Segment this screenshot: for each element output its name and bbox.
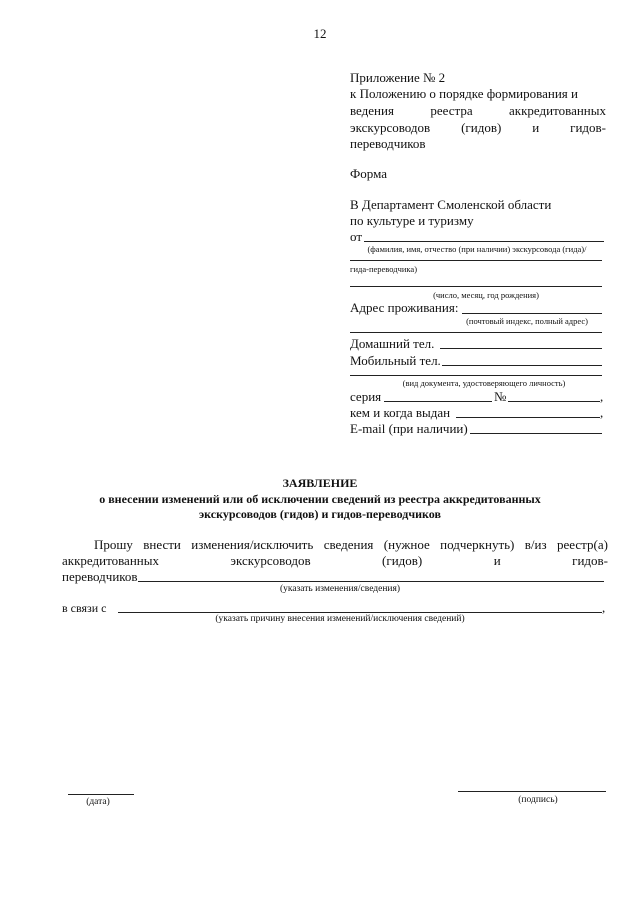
body-line-3: переводчиков (62, 569, 138, 584)
comma: , (600, 389, 604, 404)
appendix-line-3 (350, 120, 606, 136)
word: и (532, 120, 540, 135)
number-label: № (494, 389, 507, 404)
word: и (493, 553, 501, 568)
form-label: Форма (350, 166, 387, 181)
doc-caption: (вид документа, удостоверяющего личность) (402, 378, 566, 388)
changes-caption: (указать изменения/сведения) (279, 584, 401, 594)
number-line[interactable] (508, 401, 600, 402)
word: (гидов) (461, 120, 502, 135)
reason-label: в связи с (62, 601, 107, 615)
changes-field-line[interactable] (138, 581, 604, 582)
reason-field-line[interactable] (118, 612, 602, 613)
series-line[interactable] (384, 401, 492, 402)
address-field-line[interactable] (462, 313, 602, 314)
from-label: от (350, 229, 363, 244)
address-field-line-2[interactable] (350, 332, 602, 333)
appendix-line-1: к Положению о порядке формирования и (350, 86, 578, 101)
mobile-phone-line[interactable] (442, 365, 602, 366)
fio-caption-2: гида-переводчика) (350, 264, 418, 274)
birth-date-line[interactable] (350, 286, 602, 287)
statement-heading: ЗАЯВЛЕНИЕ (282, 476, 358, 490)
page-number: 12 (313, 26, 327, 41)
appendix-line-2 (350, 103, 606, 119)
fio-field-line-2[interactable] (350, 260, 602, 261)
address-caption: (почтовый индекс, полный адрес) (466, 316, 588, 326)
word: реестра (430, 103, 473, 118)
word: ведения (350, 103, 394, 118)
addressee-line-2: по культуре и туризму (350, 213, 474, 228)
word: Прошу (94, 537, 133, 552)
word: реестр(а) (557, 537, 608, 552)
appendix-title: Приложение № 2 (350, 70, 446, 85)
statement-subheading-2: экскурсоводов (гидов) и гидов-переводчиков (199, 507, 441, 521)
comma: , (602, 600, 606, 615)
home-phone-line[interactable] (440, 348, 602, 349)
body-line-1 (94, 537, 608, 553)
comma: , (600, 405, 604, 420)
home-phone-label: Домашний тел. (350, 336, 435, 351)
doc-type-line[interactable] (350, 375, 602, 376)
word: (нужное (383, 537, 430, 552)
date-caption: (дата) (86, 797, 110, 807)
addressee-line-1: В Департамент Смоленской области (350, 197, 552, 212)
signature-caption: (подпись) (518, 795, 558, 805)
word: аккредитованных (62, 553, 159, 568)
appendix-line-4: переводчиков (350, 136, 426, 151)
email-line[interactable] (470, 433, 602, 434)
fio-caption-1: (фамилия, имя, отчество (при наличии) экскурсовода (гида)/ (367, 244, 587, 254)
word: в/из (524, 537, 547, 552)
series-label: серия (350, 389, 382, 404)
mobile-phone-label: Мобильный тел. (350, 353, 441, 368)
word: подчеркнуть) (440, 537, 515, 552)
word: сведения (323, 537, 374, 552)
date-line[interactable] (68, 794, 134, 795)
reason-caption: (указать причину внесения изменений/исключения сведений) (215, 614, 465, 624)
word: экскурсоводов (230, 553, 311, 568)
email-label: E-mail (при наличии) (350, 421, 468, 436)
word: гидов- (570, 120, 606, 135)
birth-caption: (число, месяц, год рождения) (433, 290, 539, 300)
statement-subheading-1: о внесении изменений или об исключении сведений из реестра аккредитованных (99, 492, 541, 506)
issued-line[interactable] (456, 417, 600, 418)
body-line-2 (62, 553, 608, 569)
word: экскурсоводов (350, 120, 431, 135)
from-field-line[interactable] (364, 241, 604, 242)
issued-label: кем и когда выдан (350, 405, 451, 420)
word: внести (143, 537, 181, 552)
word: гидов- (572, 553, 608, 568)
word: аккредитованных (509, 103, 606, 118)
address-label: Адрес проживания: (350, 300, 459, 315)
signature-line[interactable] (458, 791, 606, 792)
word: изменения/исключить (191, 537, 314, 552)
word: (гидов) (382, 553, 423, 568)
